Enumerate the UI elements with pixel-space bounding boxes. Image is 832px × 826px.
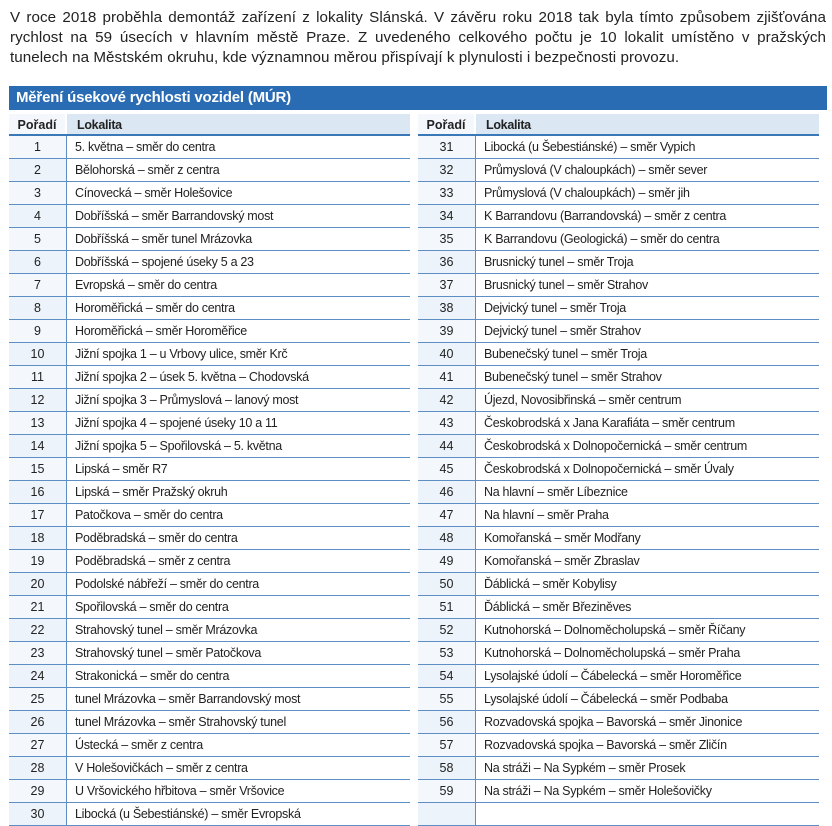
row-order: 54 [418,665,476,687]
row-order: 35 [418,228,476,250]
table-row [9,573,410,596]
table-row [9,389,410,412]
row-order: 57 [418,734,476,756]
row-order: 28 [9,757,67,779]
row-order: 30 [9,803,67,825]
table-row [418,159,819,182]
row-order: 16 [9,481,67,503]
row-location: K Barrandovu (Geologická) – směr do centra [484,232,720,246]
row-location: tunel Mrázovka – směr Strahovský tunel [75,715,286,729]
row-order: 21 [9,596,67,618]
table-row [418,412,819,435]
table-row [418,228,819,251]
row-order: 55 [418,688,476,710]
row-location: Lysolajské údolí – Čábelecká – směr Horoměřice [484,669,742,683]
row-order: 19 [9,550,67,572]
left-header-row [9,114,410,136]
row-location: Bělohorská – směr z centra [75,163,220,177]
row-order: 12 [9,389,67,411]
row-order: 42 [418,389,476,411]
row-order: 47 [418,504,476,526]
row-location: Libocká (u Šebestiánské) – směr Evropská [75,807,301,821]
table-row [9,481,410,504]
table-row [418,688,819,711]
row-order: 44 [418,435,476,457]
table-row [9,412,410,435]
table-row [9,205,410,228]
row-location: Brusnický tunel – směr Troja [484,255,634,269]
row-order: 27 [9,734,67,756]
row-location: 5. května – směr do centra [75,140,216,154]
row-location: Ďáblická – směr Kobylisy [484,577,617,591]
row-order: 26 [9,711,67,733]
row-order: 10 [9,343,67,365]
table-row [9,596,410,619]
left-rows [9,136,410,826]
row-order: 24 [9,665,67,687]
row-order: 7 [9,274,67,296]
row-location: Kutnohorská – Dolnoměcholupská – směr Praha [484,646,740,660]
table-row [9,458,410,481]
row-order: 8 [9,297,67,319]
table-row [418,734,819,757]
row-order: 20 [9,573,67,595]
row-location: tunel Mrázovka – směr Barrandovský most [75,692,301,706]
row-order: 48 [418,527,476,549]
row-location: Bubenečský tunel – směr Troja [484,347,647,361]
row-location: Českobrodská x Dolnopočernická – směr Úvaly [484,462,734,476]
table-row [418,343,819,366]
row-location: Strakonická – směr do centra [75,669,230,683]
table-row [9,297,410,320]
row-location: Jižní spojka 2 – úsek 5. května – Chodovská [75,370,309,384]
table-row [9,619,410,642]
table-row [418,757,819,780]
table-row [9,320,410,343]
row-location: Kutnohorská – Dolnoměcholupská – směr Říčany [484,623,746,637]
row-location: Rozvadovská spojka – Bavorská – směr Zličín [484,738,727,752]
table-row [9,665,410,688]
row-order: 50 [418,573,476,595]
table-row [418,205,819,228]
table-row [418,251,819,274]
row-order: 6 [9,251,67,273]
row-order: 41 [418,366,476,388]
row-order: 56 [418,711,476,733]
row-order: 11 [9,366,67,388]
row-order: 2 [9,159,67,181]
row-order: 22 [9,619,67,641]
table-row [418,596,819,619]
row-location: Dobříšská – směr Barrandovský most [75,209,274,223]
table-row [418,481,819,504]
row-order: 32 [418,159,476,181]
row-order: 43 [418,412,476,434]
row-location: Strahovský tunel – směr Patočkova [75,646,262,660]
right-column [418,114,819,826]
table-row [9,803,410,826]
row-order: 23 [9,642,67,664]
row-order: 25 [9,688,67,710]
row-order: 49 [418,550,476,572]
row-order: 18 [9,527,67,549]
table-row [9,366,410,389]
row-location: Cínovecká – směr Holešovice [75,186,233,200]
table-row [418,665,819,688]
row-location: Horoměřická – směr do centra [75,301,235,315]
table-row [418,297,819,320]
row-location: Českobrodská x Dolnopočernická – směr centrum [484,439,748,453]
table-row [418,389,819,412]
row-order: 45 [418,458,476,480]
row-location: Evropská – směr do centra [75,278,217,292]
row-order: 14 [9,435,67,457]
row-order: 52 [418,619,476,641]
row-location: Podolské nábřeží – směr do centra [75,577,259,591]
table-row [9,274,410,297]
row-location: Dobříšská – směr tunel Mrázovka [75,232,252,246]
table-row [9,642,410,665]
right-header-row [418,114,819,136]
table-row [9,688,410,711]
table-row [9,734,410,757]
row-location: K Barrandovu (Barrandovská) – směr z centra [484,209,727,223]
row-location: Ďáblická – směr Březiněves [484,600,632,614]
table-row [9,182,410,205]
row-location: Na stráži – Na Sypkém – směr Holešovičky [484,784,712,798]
table-row [418,573,819,596]
row-location: Jižní spojka 1 – u Vrbovy ulice, směr Krč [75,347,288,361]
table-title: Měření úsekové rychlosti vozidel (MÚR) [9,86,827,110]
row-location [476,803,819,825]
row-order: 5 [9,228,67,250]
row-order: 29 [9,780,67,802]
row-location: Ústecká – směr z centra [75,738,203,752]
table-row [418,366,819,389]
table-row [9,228,410,251]
table-row [418,711,819,734]
row-location: Komořanská – směr Modřany [484,531,641,545]
table-row [9,504,410,527]
row-location: Poděbradská – směr z centra [75,554,231,568]
table-row [9,757,410,780]
row-order: 31 [418,136,476,158]
table-row [9,343,410,366]
table-row [9,159,410,182]
table-row [418,619,819,642]
row-location: Lysolajské údolí – Čábelecká – směr Podbaba [484,692,728,706]
row-order: 9 [9,320,67,342]
row-order: 46 [418,481,476,503]
row-location: Dobříšská – spojené úseky 5 a 23 [75,255,254,269]
table-row [9,435,410,458]
row-order: 40 [418,343,476,365]
table-row [418,182,819,205]
table-row [9,527,410,550]
row-location: Na hlavní – směr Praha [484,508,609,522]
header-order: Pořadí [9,114,67,134]
table-row [418,803,819,826]
row-location: Bubenečský tunel – směr Strahov [484,370,662,384]
header-order: Pořadí [418,114,476,134]
table-row [418,458,819,481]
row-location: Dejvický tunel – směr Troja [484,301,626,315]
row-location: Jižní spojka 4 – spojené úseky 10 a 11 [75,416,278,430]
row-location: Rozvadovská spojka – Bavorská – směr Jinonice [484,715,743,729]
table-row [9,550,410,573]
table-row [418,136,819,159]
row-location: Na stráži – Na Sypkém – směr Prosek [484,761,686,775]
table-row [9,251,410,274]
row-location: Jižní spojka 3 – Průmyslová – lanový most [75,393,299,407]
row-order: 15 [9,458,67,480]
speed-measurement-table [9,86,827,821]
table-row [9,136,410,159]
table-row [418,274,819,297]
row-location: Brusnický tunel – směr Strahov [484,278,648,292]
row-order: 34 [418,205,476,227]
row-order [418,803,476,825]
row-location: V Holešovičkách – směr z centra [75,761,248,775]
header-location: Lokalita [486,118,531,132]
row-order: 1 [9,136,67,158]
table-row [418,320,819,343]
row-location: U Vršovického hřbitova – směr Vršovice [75,784,285,798]
row-location: Libocká (u Šebestiánské) – směr Vypich [484,140,696,154]
left-column [9,114,410,826]
row-order: 53 [418,642,476,664]
row-location: Průmyslová (V chaloupkách) – směr sever [484,163,708,177]
table-row [418,550,819,573]
row-location: Lipská – směr R7 [75,462,168,476]
row-location: Spořilovská – směr do centra [75,600,229,614]
row-order: 36 [418,251,476,273]
row-location: Českobrodská x Jana Karafiáta – směr centrum [484,416,735,430]
row-location: Na hlavní – směr Líbeznice [484,485,628,499]
table-row [418,527,819,550]
row-order: 37 [418,274,476,296]
table-row [418,642,819,665]
row-location: Újezd, Novosibřinská – směr centrum [484,393,682,407]
row-location: Patočkova – směr do centra [75,508,223,522]
row-location: Lipská – směr Pražský okruh [75,485,228,499]
row-location: Průmyslová (V chaloupkách) – směr jih [484,186,690,200]
row-order: 3 [9,182,67,204]
right-rows [418,136,819,826]
row-order: 4 [9,205,67,227]
row-location: Horoměřická – směr Horoměřice [75,324,247,338]
row-location: Komořanská – směr Zbraslav [484,554,640,568]
row-order: 59 [418,780,476,802]
table-row [9,711,410,734]
table-row [418,435,819,458]
row-order: 17 [9,504,67,526]
row-order: 58 [418,757,476,779]
row-location: Dejvický tunel – směr Strahov [484,324,641,338]
row-order: 51 [418,596,476,618]
row-order: 39 [418,320,476,342]
row-location: Jižní spojka 5 – Spořilovská – 5. května [75,439,282,453]
row-order: 13 [9,412,67,434]
row-order: 33 [418,182,476,204]
header-location: Lokalita [77,118,122,132]
row-location: Poděbradská – směr do centra [75,531,238,545]
intro-paragraph: V roce 2018 proběhla demontáž zařízení z lokality Slánská. V závěru roku 2018 tak byla tímto způsobem zjišťována rychlost na 59 úsecích v hlavním městě Praze. Z uvedeného celkového počtu je 10 lokalit umístěno v pražských tunelech na Městském okruhu, kde významnou měrou přispívají k plynulosti i bezpečnosti provozu. [10,9,826,66]
row-order: 38 [418,297,476,319]
row-location: Strahovský tunel – směr Mrázovka [75,623,258,637]
table-row [418,504,819,527]
